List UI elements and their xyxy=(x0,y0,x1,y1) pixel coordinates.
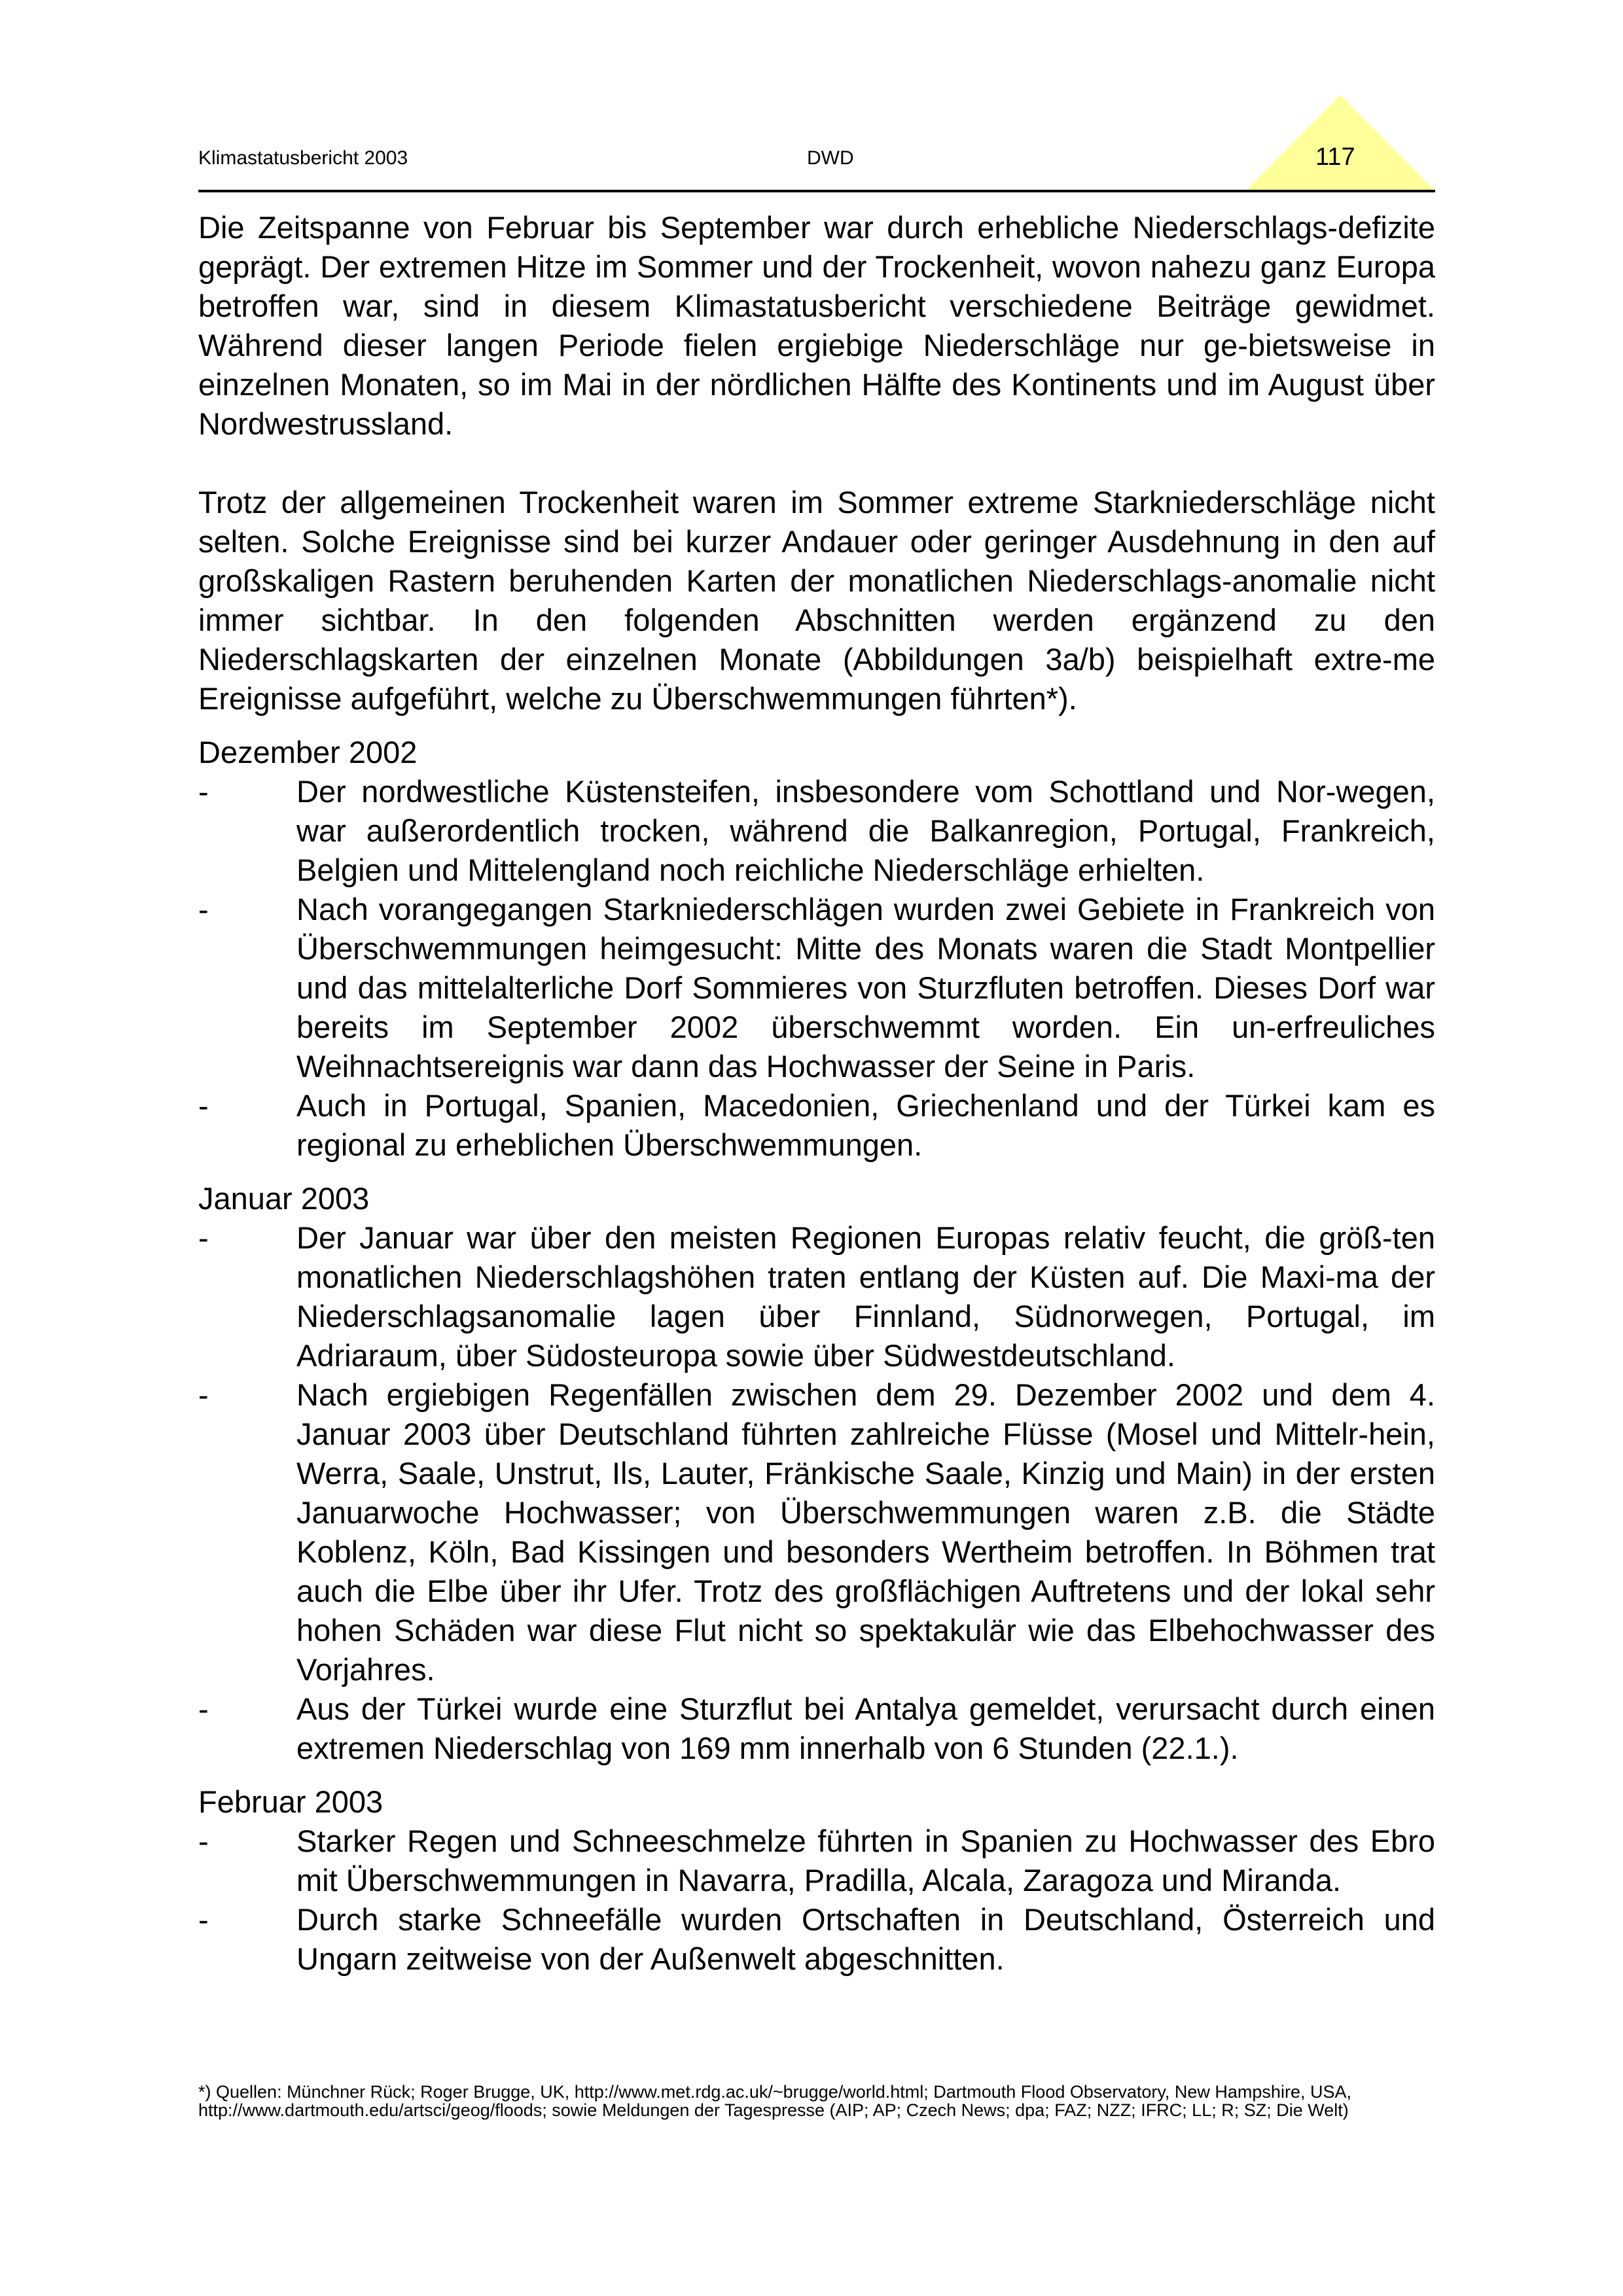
page-number: 117 xyxy=(1315,143,1355,171)
section-februar-2003 xyxy=(198,1782,1435,1979)
footnote-sources: *) Quellen: Münchner Rück; Roger Brugge, UK, http://www.met.rdg.ac.uk/~brugge/world.html; Dartmouth Flood Observatory, New Hampshire, USA, http://www.dartmouth.edu/artsci/geog/floods; sowie Meldungen der Tagespresse (AIP; AP; Czech News; dpa; FAZ; NZZ; IFRC; LL; R; SZ; Die Welt) xyxy=(198,2082,1351,2120)
list-dash: - xyxy=(198,774,209,809)
list-item xyxy=(198,1900,1435,1979)
list-item-text: Starker Regen und Schneeschmelze führten in Spanien zu Hochwasser des Ebro mit Überschwemmungen in Navarra, Pradilla, Alcala, Zaragoza und Miranda. xyxy=(296,1824,1435,1898)
list-item xyxy=(198,890,1435,1086)
section-title: Februar 2003 xyxy=(198,1784,383,1819)
list-item-text: Der Januar war über den meisten Regionen Europas relativ feucht, die größ-ten monatlichen Niederschlagshöhen traten entlang der Küsten auf. Die Maxi-ma der Niederschlagsanomalie lagen über Finnland, Südnorwegen, Portugal, im Adriaraum, über Südosteuropa sowie über Südwestdeutschland. xyxy=(296,1220,1435,1373)
list-dash: - xyxy=(198,1377,209,1412)
list-dash: - xyxy=(198,1691,209,1726)
list-item xyxy=(198,1375,1435,1689)
section-januar-2003 xyxy=(198,1179,1435,1768)
list-item-text: Durch starke Schneefälle wurden Ortschaften in Deutschland, Österreich und Ungarn zeitweise von der Außenwelt abgeschnitten. xyxy=(296,1902,1435,1976)
list-item-text: Aus der Türkei wurde eine Sturzflut bei Antalya gemeldet, verursacht durch einen extremen Niederschlag von 169 mm innerhalb von 6 Stunden (22.1.). xyxy=(296,1691,1435,1765)
list-item xyxy=(198,1218,1435,1375)
list-item-text: Der nordwestliche Küstensteifen, insbesondere vom Schottland und Nor-wegen, war außerordentlich trocken, während die Balkanregion, Portugal, Frankreich, Belgien und Mittelengland noch reichliche Niederschläge erhielten. xyxy=(296,774,1435,887)
list-item-text: Auch in Portugal, Spanien, Macedonien, Griechenland und der Türkei kam es regional zu erheblichen Überschwemmungen. xyxy=(296,1088,1435,1162)
body-text xyxy=(198,208,1435,1993)
list-dash: - xyxy=(198,1824,209,1858)
paragraph: Die Zeitspanne von Februar bis September war durch erhebliche Niederschlags-defizite geprägt. Der extremen Hitze im Sommer und der Trockenheit, wovon nahezu ganz Europa betroffen war, sind in diesem Klimastatusbericht verschiedene Beiträge gewidmet. Während dieser langen Periode fielen ergiebige Niederschläge nur ge-bietsweise in einzelnen Monaten, so im Mai in der nördlichen Hälfte des Kontinents und im August über Nordwestrussland. xyxy=(198,210,1435,441)
list-item xyxy=(198,1086,1435,1165)
list-item xyxy=(198,1689,1435,1768)
list-dash: - xyxy=(198,892,209,927)
section-title: Dezember 2002 xyxy=(198,735,418,769)
header-publisher: DWD xyxy=(807,147,854,169)
list-item xyxy=(198,772,1435,890)
list-dash: - xyxy=(198,1088,209,1123)
list-dash: - xyxy=(198,1902,209,1937)
list-item xyxy=(198,1822,1435,1900)
list-dash: - xyxy=(198,1220,209,1255)
header-report-title: Klimastatusbericht 2003 xyxy=(198,147,408,169)
section-title: Januar 2003 xyxy=(198,1181,370,1216)
header-rule xyxy=(198,190,1435,192)
list-item-text: Nach vorangegangen Starkniederschlägen wurden zwei Gebiete in Frankreich von Überschwemmungen heimgesucht: Mitte des Monats waren die Stadt Montpellier und das mittelalterliche Dorf Sommieres von Sturzfluten betroffen. Dieses Dorf war bereits im September 2002 überschwemmt worden. Ein un-erfreuliches Weihnachtsereignis war dann das Hochwasser der Seine in Paris. xyxy=(296,892,1435,1084)
paragraph: Trotz der allgemeinen Trockenheit waren im Sommer extreme Starkniederschläge nicht selten. Solche Ereignisse sind bei kurzer Andauer oder geringer Ausdehnung in den auf großskaligen Rastern beruhenden Karten der monatlichen Niederschlags-anomalie nicht immer sichtbar. In den folgenden Abschnitten werden ergänzend zu den Niederschlagskarten der einzelnen Monate (Abbildungen 3a/b) beispielhaft extre-me Ereignisse aufgeführt, welche zu Überschwemmungen führten*). xyxy=(198,485,1435,716)
list-item-text: Nach ergiebigen Regenfällen zwischen dem 29. Dezember 2002 und dem 4. Januar 2003 über Deutschland führten zahlreiche Flüsse (Mosel und Mittelr-hein, Werra, Saale, Unstrut, Ils, Lauter, Fränkische Saale, Kinzig und Main) in der ersten Januarwoche Hochwasser; von Überschwemmungen waren z.B. die Städte Koblenz, Köln, Bad Kissingen und besonders Wertheim betroffen. In Böhmen trat auch die Elbe über ihr Ufer. Trotz des großflächigen Auftretens und der lokal sehr hohen Schäden war diese Flut nicht so spektakulär wie das Elbehochwasser des Vorjahres. xyxy=(296,1377,1435,1687)
section-dezember-2002 xyxy=(198,733,1435,1165)
